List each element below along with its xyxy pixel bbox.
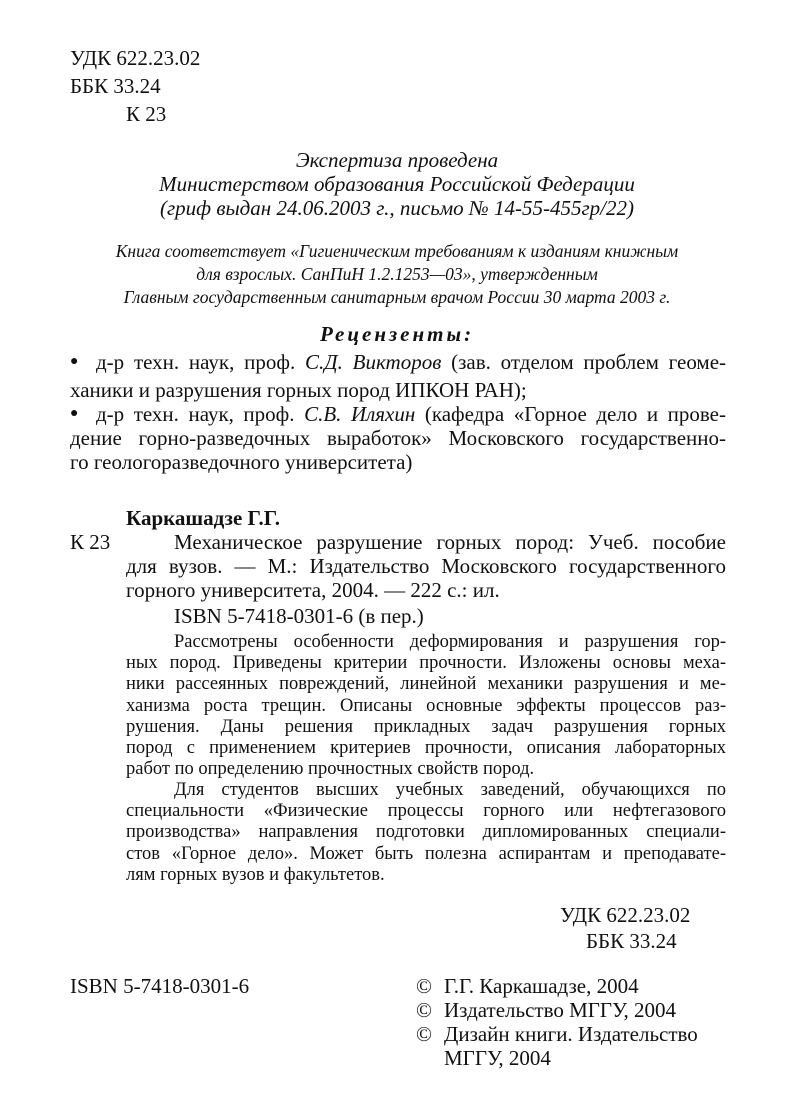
sanitary-block bbox=[0, 240, 794, 309]
copyright-line-3: © Дизайн книги. Издательство bbox=[416, 1022, 698, 1046]
reviewers-heading: Рецензенты: bbox=[319, 322, 475, 346]
record-title-line-1: Механическое разрушение горных пород: Учеб. пособие bbox=[174, 530, 726, 554]
audience-line: стов «Горное дело». Может быть полезна аспирантам и преподавате- bbox=[126, 843, 726, 864]
udk-code-bottom: УДК 622.23.02 bbox=[560, 903, 691, 927]
expertise-line-3: (гриф выдан 24.06.2003 г., письмо № 14-55-455гр/22) bbox=[160, 196, 634, 220]
abstract-line: ных пород. Приведены критерии прочности. Изложены основы меха- bbox=[126, 653, 726, 674]
classification-bottom bbox=[560, 902, 690, 954]
record-title-line-3: горного университета, 2004. — 222 с.: ил. bbox=[126, 578, 500, 602]
record-author: Каркашадзе Г.Г. bbox=[126, 506, 281, 530]
bbk-code-bottom: ББК 33.24 bbox=[586, 929, 677, 953]
audience-line: лям горных вузов и факультетов. bbox=[126, 864, 385, 885]
sanitary-line-3: Главным государственным санитарным врачом России 30 марта 2003 г. bbox=[123, 287, 671, 307]
expertise-line-2: Министерством образования Российской Федерации bbox=[159, 172, 635, 196]
bbk-code-top: ББК 33.24 bbox=[70, 74, 161, 98]
abstract-line: работ по определению прочностных свойств пород. bbox=[126, 759, 535, 780]
abstract-line: ханизма роста трещин. Описаны основные эффекты процессов раз- bbox=[126, 695, 726, 716]
reviewer-2-line-3: го геологоразведочного университета) bbox=[70, 450, 413, 474]
record-title bbox=[174, 530, 726, 554]
audience-line: производства» направления подготовки дипломированных специали- bbox=[126, 822, 726, 843]
footer-isbn: ISBN 5-7418-0301-6 bbox=[70, 974, 250, 998]
copyright-line-4: МГГУ, 2004 bbox=[444, 1046, 551, 1070]
udk-code-top: УДК 622.23.02 bbox=[70, 46, 201, 70]
reviewer-2-line-1: д-р техн. наук, проф. С.В. Иляхин (кафедра «Горное дело и прове- bbox=[96, 402, 726, 426]
reviewer-1-name: С.Д. Викторов bbox=[305, 350, 442, 374]
abstract-line: рушения. Даны решения прикладных задач разрушения горных bbox=[126, 716, 726, 737]
record-mark: К 23 bbox=[70, 530, 111, 554]
reviewer-2-line-2: дение горно-разведочных выработок» Московского государственно- bbox=[70, 426, 726, 450]
reviewer-2-name: С.В. Иляхин bbox=[304, 402, 416, 426]
abstract-line: Рассмотрены особенности деформирования и разрушения гор- bbox=[174, 632, 726, 652]
copyright-icon: © bbox=[416, 974, 432, 998]
expertise-line-1: Экспертиза проведена bbox=[295, 148, 499, 172]
expertise-block bbox=[0, 148, 794, 220]
copyright-block bbox=[416, 974, 736, 1070]
abstract-line: ники рассеянных повреждений, линейной механики разрушения и ме- bbox=[126, 674, 726, 695]
copyright-icon: © bbox=[416, 1022, 432, 1046]
abstract-line: пород с применением критериев прочности, описания лабораторных bbox=[126, 738, 726, 759]
bullet-icon: ● bbox=[70, 354, 79, 369]
copyright-icon: © bbox=[416, 998, 432, 1022]
audience-line: Для студентов высших учебных заведений, обучающихся по bbox=[174, 780, 726, 800]
record-title-line-2: для вузов. — М.: Издательство Московского государственного bbox=[126, 554, 726, 578]
copyright-line-1: © Г.Г. Каркашадзе, 2004 bbox=[416, 974, 639, 998]
copyright-line-2: © Издательство МГГУ, 2004 bbox=[416, 998, 677, 1022]
reviewer-1-line-1: д-р техн. наук, проф. С.Д. Викторов (зав. отделом проблем геоме- bbox=[96, 350, 727, 374]
sanitary-line-2: для взрослых. СанПиН 1.2.1253—03», утвержденным bbox=[196, 264, 598, 284]
audience-line: специальности «Физические процессы горного или нефтегазового bbox=[126, 801, 726, 822]
reviewer-1-line-2: ханики и разрушения горных пород ИПКОН РАН); bbox=[70, 378, 527, 402]
record-abstract bbox=[126, 632, 726, 780]
bullet-icon: ● bbox=[70, 406, 79, 421]
record-audience bbox=[126, 780, 726, 886]
sanitary-line-1: Книга соответствует «Гигиеническим требованиям к изданиям книжным bbox=[115, 241, 679, 261]
author-mark-top: К 23 bbox=[126, 102, 167, 126]
record-isbn: ISBN 5-7418-0301-6 (в пер.) bbox=[174, 604, 424, 628]
